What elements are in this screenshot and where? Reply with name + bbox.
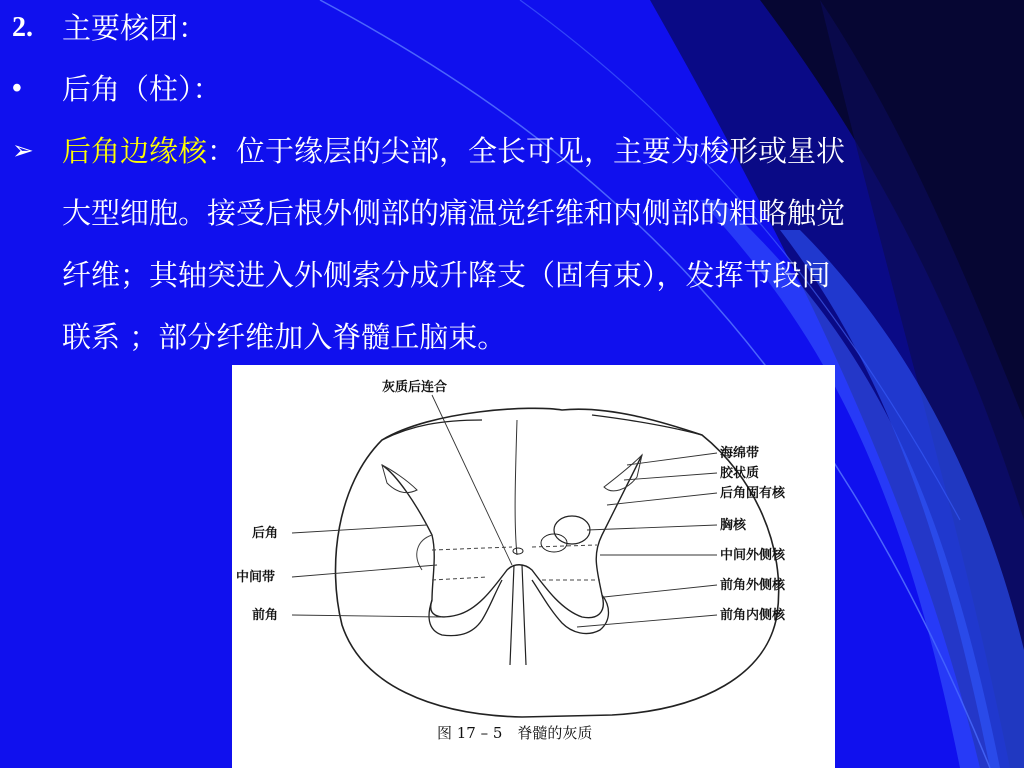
spinal-cord-figure [232,365,835,768]
bullet-marker: • [12,73,22,104]
label-grey-commissure: 灰质后连合 [382,380,448,395]
label-nucleus-proprius: 后角固有核 [720,486,786,501]
highlight-term: 后角边缘核 [62,134,208,168]
label-thoracic-nucleus: 胸核 [720,518,747,533]
paragraph-line-3-text: 纤维；其轴突进入外侧索分成升降支（固有束），发挥节段间 [62,258,831,292]
heading-number: 2. [12,12,33,43]
label-dorsal-horn: 后角 [252,526,279,541]
label-intermediate-zone: 中间带 [236,570,276,585]
figure-caption: 图 17 – 5 脊髓的灰质 [437,724,593,742]
bullet-text: 后角（柱）： [62,72,222,106]
label-spongy-zone: 海绵带 [720,446,760,461]
label-substantia-gelatinosa: 胶状质 [720,466,760,481]
label-ventromedial-nucleus: 前角内侧核 [720,608,786,623]
label-intermediolateral-nucleus: 中间外侧核 [720,548,786,563]
label-ventrolateral-nucleus: 前角外侧核 [720,578,786,593]
label-ventral-horn: 前角 [252,608,279,623]
spinal-cord-diagram [232,365,835,768]
heading-text: 主要核团： [62,11,208,45]
paragraph-line-2-text: 大型细胞。接受后根外侧部的痛温觉纤维和内侧部的粗略触觉 [62,196,846,230]
paragraph-line-4-text: 联系 ；部分纤维加入脊髓丘脑束。 [62,320,507,354]
arrow-bullet-icon: ➢ [12,136,34,166]
paragraph-line-1-text [62,133,845,169]
paragraph-line-1-rest: ：位于缘层的尖部，全长可见，主要为梭形或星状 [207,134,846,168]
